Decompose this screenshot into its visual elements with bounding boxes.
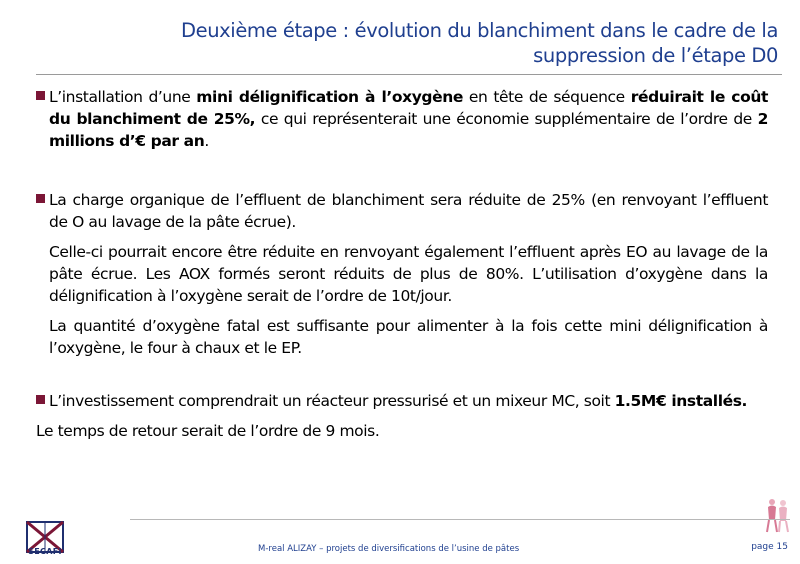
spacer xyxy=(36,152,768,189)
page-number: page 15 xyxy=(751,542,788,552)
footer-caption: M-real ALIZAY – projets de diversifications de l’usine de pâtes xyxy=(258,544,520,554)
bullet-1-text-3: ce qui représenterait une économie supplémentaire de l’ordre de xyxy=(255,110,758,128)
spacer xyxy=(36,233,768,241)
bullet-1-text-2: en tête de séquence xyxy=(462,88,631,106)
square-bullet-icon xyxy=(36,194,45,203)
spacer xyxy=(36,359,768,390)
square-bullet-icon xyxy=(36,395,45,404)
slide-title-line-2: suppression de l’étape D0 xyxy=(533,44,778,67)
bullet-3-bold-amount: 1.5M€ installés. xyxy=(614,392,748,410)
spacer xyxy=(36,412,768,420)
logo-label: SECAFI xyxy=(28,547,62,556)
closing-statement: Le temps de retour serait de l’ordre de 9 mois. xyxy=(36,422,380,440)
bullet-1-text-end: . xyxy=(204,132,209,150)
bullet-2-text: La charge organique de l’effluent de blanchiment sera réduite de 25% (en renvoyant l’effluent de O au lavage de la pâte écrue). xyxy=(49,191,768,231)
square-bullet-icon xyxy=(36,91,45,100)
title-divider xyxy=(36,74,782,75)
bullet-1-bold-cost: réduirait le coût du blanchiment de 25%, xyxy=(49,88,768,128)
bullet-2-subparagraph-aox: Celle-ci pourrait encore être réduite en renvoyant également l’effluent après EO au lavage de la pâte écrue. Les AOX formés seront réduits de plus de 80%. L’utilisation d’oxygène dans la délignification à l’oxygène serait de l’ordre de 10t/jour. xyxy=(49,243,768,305)
bullet-1-bold-delignification: mini délignification à l’oxygène xyxy=(196,88,463,106)
slide-title xyxy=(78,18,778,68)
spacer xyxy=(36,307,768,315)
footer-divider xyxy=(130,519,790,520)
slide-body xyxy=(36,86,768,442)
bullet-item-oxygen-delignification xyxy=(36,86,768,152)
bullet-1-bold-savings: 2 millions d’€ par an xyxy=(49,110,768,150)
bullet-item-organic-load xyxy=(36,189,768,233)
bullet-item-investment xyxy=(36,390,768,412)
slide-title-line-1: Deuxième étape : évolution du blanchiment dans le cadre de la xyxy=(180,19,778,42)
bullet-1-text: L’installation d’une xyxy=(49,88,197,106)
bullet-3-text: L’investissement comprendrait un réacteur pressurisé et un mixeur MC, soit xyxy=(49,392,615,410)
people-graphic-icon xyxy=(758,494,798,534)
bullet-2-subparagraph-oxygen: La quantité d’oxygène fatal est suffisante pour alimenter à la fois cette mini délignification à l’oxygène, le four à chaux et le EP. xyxy=(49,317,768,357)
